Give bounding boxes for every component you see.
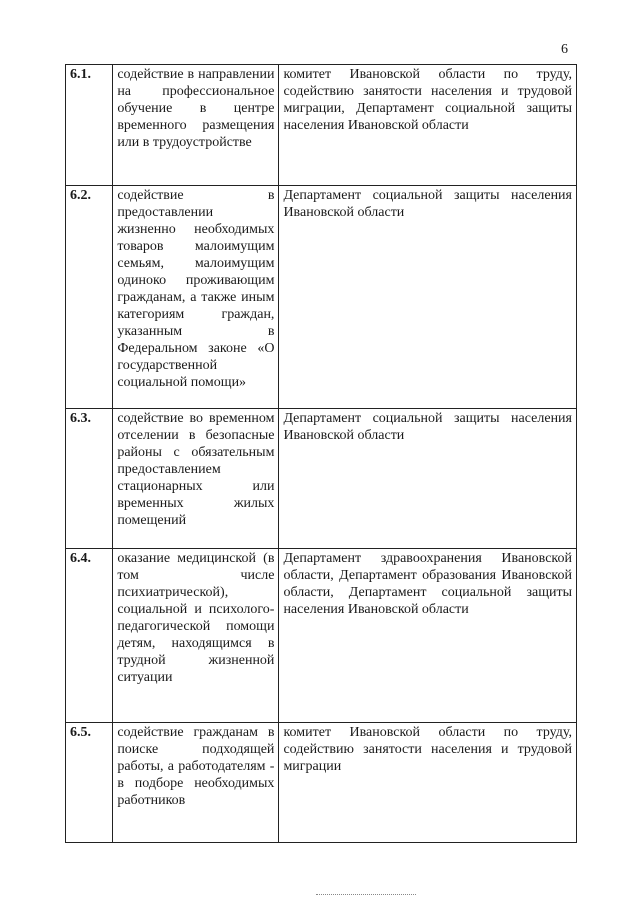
row-number: 6.5. <box>66 723 113 843</box>
table-row <box>66 409 577 549</box>
measure-description: содействие во временном отселении в безопасные районы с обязательным предоставлением стационарных или временных жилых помещений <box>113 409 279 549</box>
page-number: 6 <box>561 42 568 57</box>
measure-description: содействие гражданам в поиске подходящей работы, а работодателям - в подборе необходимых работников <box>113 723 279 843</box>
row-number: 6.3. <box>66 409 113 549</box>
responsible-organization: Департамент здравоохранения Ивановской области, Департамент образования Ивановской области, Департамент социальной защиты населения Ивановской области <box>279 549 577 723</box>
measure-description: оказание медицинской (в том числе психиатрической), социальной и психолого-педагогической помощи детям, находящимся в трудной жизненной ситуации <box>113 549 279 723</box>
table-row <box>66 723 577 843</box>
table-row <box>66 186 577 409</box>
table-row <box>66 65 577 186</box>
scan-artifact-divider <box>316 894 416 897</box>
row-number: 6.1. <box>66 65 113 186</box>
row-number: 6.2. <box>66 186 113 409</box>
row-number: 6.4. <box>66 549 113 723</box>
table-row <box>66 549 577 723</box>
responsible-organization: комитет Ивановской области по труду, содействию занятости населения и трудовой миграции, Департамент социальной защиты населения Ивановской области <box>279 65 577 186</box>
responsible-organization: комитет Ивановской области по труду, содействию занятости населения и трудовой миграции <box>279 723 577 843</box>
responsible-organization: Департамент социальной защиты населения Ивановской области <box>279 409 577 549</box>
measure-description: содействие в направлении на профессиональное обучение в центре временного размещения или в трудоустройстве <box>113 65 279 186</box>
measures-table <box>65 64 577 843</box>
measure-description: содействие в предоставлении жизненно необходимых товаров малоимущим семьям, малоимущим одиноко проживающим гражданам, а также иным категориям граждан, указанным в Федеральном законе «О государственной социальной помощи» <box>113 186 279 409</box>
responsible-organization: Департамент социальной защиты населения Ивановской области <box>279 186 577 409</box>
